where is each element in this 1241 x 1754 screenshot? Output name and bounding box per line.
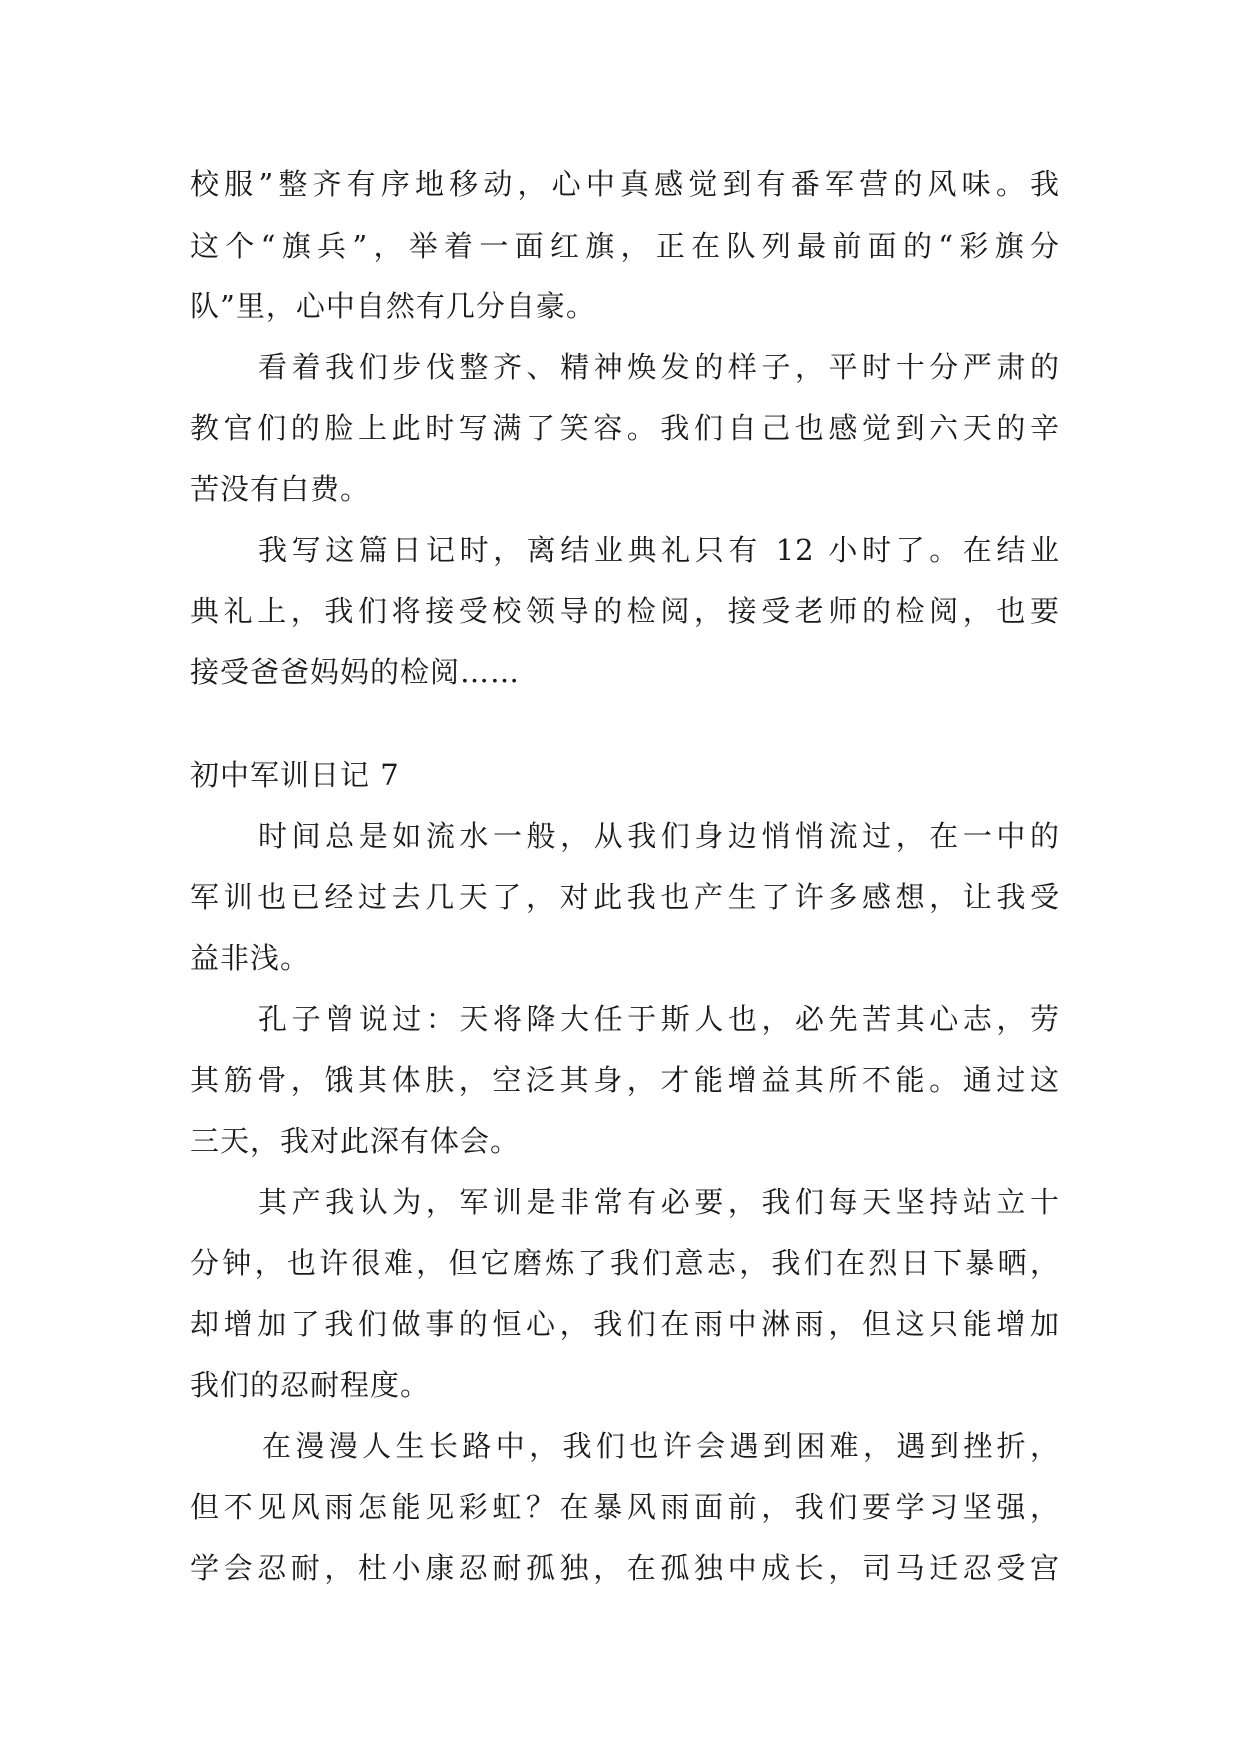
section-heading: 初中军训日记 7: [190, 758, 400, 792]
text-line: 看着我们步伐整齐、精神焕发的样子，平时十分严肃的: [258, 350, 1060, 384]
text-line: 校服”整齐有序地移动，心中真感觉到有番军营的风味。我: [190, 167, 1060, 201]
text-line: 孔子曾说过：天将降大任于斯人也，必先苦其心志，劳: [258, 1002, 1060, 1036]
text-line: 却增加了我们做事的恒心，我们在雨中淋雨，但这只能增加: [190, 1307, 1060, 1341]
text-line: 益非浅。: [190, 941, 311, 975]
text-line: 这个“旗兵”，举着一面红旗，正在队列最前面的“彩旗分: [190, 229, 1060, 263]
text-line: 其产我认为，军训是非常有必要，我们每天坚持站立十: [258, 1185, 1060, 1219]
text-line: 军训也已经过去几天了，对此我也产生了许多感想，让我受: [190, 880, 1060, 914]
text-line: 接受爸爸妈妈的检阅……: [190, 655, 521, 689]
text-line: 队”里，心中自然有几分自豪。: [190, 289, 596, 323]
text-line: 苦没有白费。: [190, 472, 371, 506]
text-line: 但不见风雨怎能见彩虹？在暴风雨面前，我们要学习坚强，: [190, 1490, 1060, 1524]
text-line: 教官们的脸上此时写满了笑容。我们自己也感觉到六天的辛: [190, 411, 1060, 445]
text-line: 分钟，也许很难，但它磨炼了我们意志，我们在烈日下暴晒，: [190, 1246, 1060, 1280]
text-line: 在漫漫人生长路中，我们也许会遇到困难，遇到挫折，: [262, 1429, 1060, 1463]
text-line: 其筋骨，饿其体肤，空泛其身，才能增益其所不能。通过这: [190, 1063, 1060, 1097]
text-line: 我写这篇日记时，离结业典礼只有 12 小时了。在结业: [258, 533, 1060, 567]
text-line: 三天，我对此深有体会。: [190, 1124, 521, 1158]
text-line: 时间总是如流水一般，从我们身边悄悄流过，在一中的: [258, 819, 1060, 853]
text-line: 学会忍耐，杜小康忍耐孤独，在孤独中成长，司马迁忍受宫: [190, 1551, 1060, 1585]
text-line: 典礼上，我们将接受校领导的检阅，接受老师的检阅，也要: [190, 594, 1060, 628]
text-line: 我们的忍耐程度。: [190, 1368, 431, 1402]
